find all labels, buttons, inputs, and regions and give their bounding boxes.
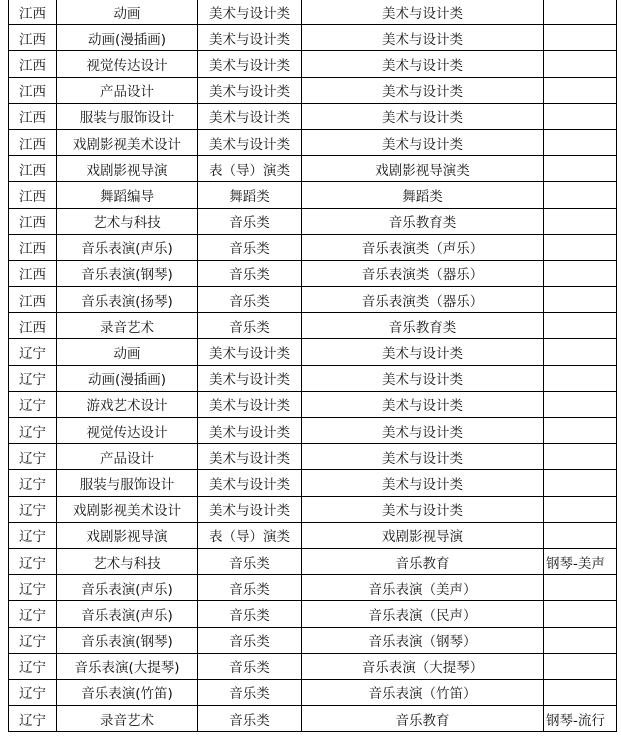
exam-category-cell[interactable]: 美术与设计类	[302, 77, 544, 103]
table-row	[9, 601, 617, 627]
note-cell[interactable]	[544, 679, 617, 705]
major-cell[interactable]: 动画	[57, 339, 198, 365]
exam-category-cell[interactable]: 美术与设计类	[302, 470, 544, 496]
major-cell[interactable]: 音乐表演(钢琴)	[57, 260, 198, 286]
note-cell[interactable]	[544, 260, 617, 286]
note-cell[interactable]	[544, 287, 617, 313]
category-cell[interactable]: 美术与设计类	[198, 0, 302, 25]
table-row	[9, 234, 617, 260]
major-cell[interactable]: 音乐表演(声乐)	[57, 234, 198, 260]
major-cell[interactable]: 艺术与科技	[57, 548, 198, 574]
note-cell[interactable]	[544, 365, 617, 391]
category-cell[interactable]: 舞蹈类	[198, 182, 302, 208]
major-cell[interactable]: 服装与服饰设计	[57, 103, 198, 129]
major-cell[interactable]: 音乐表演(竹笛)	[57, 679, 198, 705]
table-body	[9, 0, 617, 732]
exam-category-cell[interactable]: 戏剧影视导演	[302, 522, 544, 548]
province-cell[interactable]: 辽宁	[9, 627, 57, 653]
exam-category-cell[interactable]: 美术与设计类	[302, 444, 544, 470]
province-cell[interactable]: 江西	[9, 313, 57, 339]
category-cell[interactable]: 美术与设计类	[198, 77, 302, 103]
province-cell[interactable]: 江西	[9, 51, 57, 77]
exam-category-cell[interactable]: 音乐教育类	[302, 208, 544, 234]
major-cell[interactable]: 音乐表演(扬琴)	[57, 287, 198, 313]
table-row	[9, 182, 617, 208]
category-cell[interactable]: 音乐类	[198, 260, 302, 286]
table-row	[9, 260, 617, 286]
exam-category-cell[interactable]: 美术与设计类	[302, 365, 544, 391]
major-cell[interactable]: 视觉传达设计	[57, 51, 198, 77]
province-cell[interactable]: 辽宁	[9, 679, 57, 705]
table-row	[9, 287, 617, 313]
category-cell[interactable]: 美术与设计类	[198, 391, 302, 417]
major-cell[interactable]: 动画(漫插画)	[57, 365, 198, 391]
province-cell[interactable]: 辽宁	[9, 391, 57, 417]
major-cell[interactable]: 戏剧影视导演	[57, 522, 198, 548]
table-row	[9, 51, 617, 77]
major-cell[interactable]: 游戏艺术设计	[57, 391, 198, 417]
table-row	[9, 339, 617, 365]
exam-category-cell[interactable]: 音乐表演（民声）	[302, 601, 544, 627]
major-cell[interactable]: 服装与服饰设计	[57, 470, 198, 496]
category-cell[interactable]: 音乐类	[198, 287, 302, 313]
category-cell[interactable]: 美术与设计类	[198, 365, 302, 391]
category-cell[interactable]: 美术与设计类	[198, 103, 302, 129]
note-cell[interactable]	[544, 339, 617, 365]
category-cell[interactable]: 音乐类	[198, 601, 302, 627]
exam-category-cell[interactable]: 舞蹈类	[302, 182, 544, 208]
province-cell[interactable]: 辽宁	[9, 470, 57, 496]
note-cell[interactable]	[544, 313, 617, 339]
province-cell[interactable]: 辽宁	[9, 339, 57, 365]
note-cell[interactable]	[544, 0, 617, 25]
note-cell[interactable]	[544, 25, 617, 51]
table-row	[9, 575, 617, 601]
table-row	[9, 548, 617, 574]
major-cell[interactable]: 音乐表演(声乐)	[57, 601, 198, 627]
category-cell[interactable]: 音乐类	[198, 234, 302, 260]
note-cell[interactable]	[544, 182, 617, 208]
note-cell[interactable]	[544, 470, 617, 496]
admissions-table	[8, 0, 617, 732]
category-cell[interactable]: 音乐类	[198, 679, 302, 705]
major-cell[interactable]: 舞蹈编导	[57, 182, 198, 208]
major-cell[interactable]: 动画(漫插画)	[57, 25, 198, 51]
spreadsheet-table-container	[8, 0, 617, 732]
category-cell[interactable]: 音乐类	[198, 548, 302, 574]
major-cell[interactable]: 音乐表演(钢琴)	[57, 627, 198, 653]
note-cell[interactable]	[544, 208, 617, 234]
exam-category-cell[interactable]: 美术与设计类	[302, 51, 544, 77]
province-cell[interactable]: 辽宁	[9, 706, 57, 732]
category-cell[interactable]: 音乐类	[198, 706, 302, 732]
category-cell[interactable]: 美术与设计类	[198, 129, 302, 155]
major-cell[interactable]: 戏剧影视美术设计	[57, 496, 198, 522]
category-cell[interactable]: 美术与设计类	[198, 496, 302, 522]
exam-category-cell[interactable]: 美术与设计类	[302, 496, 544, 522]
major-cell[interactable]: 音乐表演(大提琴)	[57, 653, 198, 679]
province-cell[interactable]: 辽宁	[9, 653, 57, 679]
note-cell[interactable]: 钢琴-美声	[544, 548, 617, 574]
note-cell[interactable]	[544, 444, 617, 470]
major-cell[interactable]: 录音艺术	[57, 706, 198, 732]
province-cell[interactable]: 江西	[9, 182, 57, 208]
province-cell[interactable]: 辽宁	[9, 365, 57, 391]
province-cell[interactable]: 辽宁	[9, 575, 57, 601]
category-cell[interactable]: 美术与设计类	[198, 418, 302, 444]
exam-category-cell[interactable]: 音乐表演类（器乐）	[302, 287, 544, 313]
exam-category-cell[interactable]: 音乐表演（钢琴）	[302, 627, 544, 653]
table-row	[9, 208, 617, 234]
major-cell[interactable]: 视觉传达设计	[57, 418, 198, 444]
exam-category-cell[interactable]: 音乐表演类（器乐）	[302, 260, 544, 286]
category-cell[interactable]: 音乐类	[198, 313, 302, 339]
note-cell[interactable]	[544, 653, 617, 679]
province-cell[interactable]: 辽宁	[9, 601, 57, 627]
exam-category-cell[interactable]: 美术与设计类	[302, 0, 544, 25]
note-cell[interactable]	[544, 575, 617, 601]
table-row	[9, 522, 617, 548]
table-row	[9, 679, 617, 705]
category-cell[interactable]: 音乐类	[198, 208, 302, 234]
note-cell[interactable]	[544, 627, 617, 653]
table-row	[9, 706, 617, 732]
category-cell[interactable]: 音乐类	[198, 575, 302, 601]
exam-category-cell[interactable]: 音乐表演类（声乐）	[302, 234, 544, 260]
exam-category-cell[interactable]: 美术与设计类	[302, 25, 544, 51]
province-cell[interactable]: 江西	[9, 77, 57, 103]
table-row	[9, 365, 617, 391]
province-cell[interactable]: 辽宁	[9, 496, 57, 522]
category-cell[interactable]: 音乐类	[198, 627, 302, 653]
table-row	[9, 77, 617, 103]
note-cell[interactable]	[544, 129, 617, 155]
table-row	[9, 627, 617, 653]
note-cell[interactable]	[544, 391, 617, 417]
note-cell[interactable]	[544, 234, 617, 260]
exam-category-cell[interactable]: 美术与设计类	[302, 418, 544, 444]
exam-category-cell[interactable]: 美术与设计类	[302, 129, 544, 155]
table-row	[9, 653, 617, 679]
category-cell[interactable]: 美术与设计类	[198, 470, 302, 496]
province-cell[interactable]: 辽宁	[9, 548, 57, 574]
major-cell[interactable]: 产品设计	[57, 444, 198, 470]
category-cell[interactable]: 表（导）演类	[198, 522, 302, 548]
table-row	[9, 156, 617, 182]
exam-category-cell[interactable]: 音乐表演（美声）	[302, 575, 544, 601]
category-cell[interactable]: 美术与设计类	[198, 444, 302, 470]
table-row	[9, 418, 617, 444]
category-cell[interactable]: 美术与设计类	[198, 25, 302, 51]
exam-category-cell[interactable]: 美术与设计类	[302, 391, 544, 417]
major-cell[interactable]: 艺术与科技	[57, 208, 198, 234]
major-cell[interactable]: 产品设计	[57, 77, 198, 103]
note-cell[interactable]	[544, 156, 617, 182]
exam-category-cell[interactable]: 音乐表演（大提琴）	[302, 653, 544, 679]
province-cell[interactable]: 江西	[9, 208, 57, 234]
province-cell[interactable]: 辽宁	[9, 522, 57, 548]
exam-category-cell[interactable]: 音乐教育	[302, 706, 544, 732]
province-cell[interactable]: 辽宁	[9, 444, 57, 470]
province-cell[interactable]: 江西	[9, 234, 57, 260]
exam-category-cell[interactable]: 美术与设计类	[302, 103, 544, 129]
province-cell[interactable]: 江西	[9, 156, 57, 182]
province-cell[interactable]: 江西	[9, 287, 57, 313]
table-row	[9, 103, 617, 129]
province-cell[interactable]: 江西	[9, 260, 57, 286]
major-cell[interactable]: 戏剧影视导演	[57, 156, 198, 182]
exam-category-cell[interactable]: 美术与设计类	[302, 339, 544, 365]
province-cell[interactable]: 江西	[9, 129, 57, 155]
exam-category-cell[interactable]: 戏剧影视导演类	[302, 156, 544, 182]
table-row	[9, 25, 617, 51]
major-cell[interactable]: 动画	[57, 0, 198, 25]
major-cell[interactable]: 戏剧影视美术设计	[57, 129, 198, 155]
exam-category-cell[interactable]: 音乐教育类	[302, 313, 544, 339]
province-cell[interactable]: 江西	[9, 25, 57, 51]
note-cell[interactable]	[544, 601, 617, 627]
note-cell[interactable]	[544, 103, 617, 129]
province-cell[interactable]: 江西	[9, 103, 57, 129]
note-cell[interactable]	[544, 77, 617, 103]
note-cell[interactable]	[544, 522, 617, 548]
category-cell[interactable]: 音乐类	[198, 653, 302, 679]
province-cell[interactable]: 江西	[9, 0, 57, 25]
table-row	[9, 444, 617, 470]
note-cell[interactable]	[544, 51, 617, 77]
note-cell[interactable]	[544, 496, 617, 522]
table-row	[9, 0, 617, 25]
category-cell[interactable]: 美术与设计类	[198, 51, 302, 77]
table-row	[9, 313, 617, 339]
exam-category-cell[interactable]: 音乐表演（竹笛）	[302, 679, 544, 705]
category-cell[interactable]: 表（导）演类	[198, 156, 302, 182]
note-cell[interactable]	[544, 418, 617, 444]
table-row	[9, 496, 617, 522]
major-cell[interactable]: 音乐表演(声乐)	[57, 575, 198, 601]
table-row	[9, 470, 617, 496]
table-row	[9, 391, 617, 417]
note-cell[interactable]: 钢琴-流行	[544, 706, 617, 732]
exam-category-cell[interactable]: 音乐教育	[302, 548, 544, 574]
category-cell[interactable]: 美术与设计类	[198, 339, 302, 365]
table-row	[9, 129, 617, 155]
province-cell[interactable]: 辽宁	[9, 418, 57, 444]
major-cell[interactable]: 录音艺术	[57, 313, 198, 339]
